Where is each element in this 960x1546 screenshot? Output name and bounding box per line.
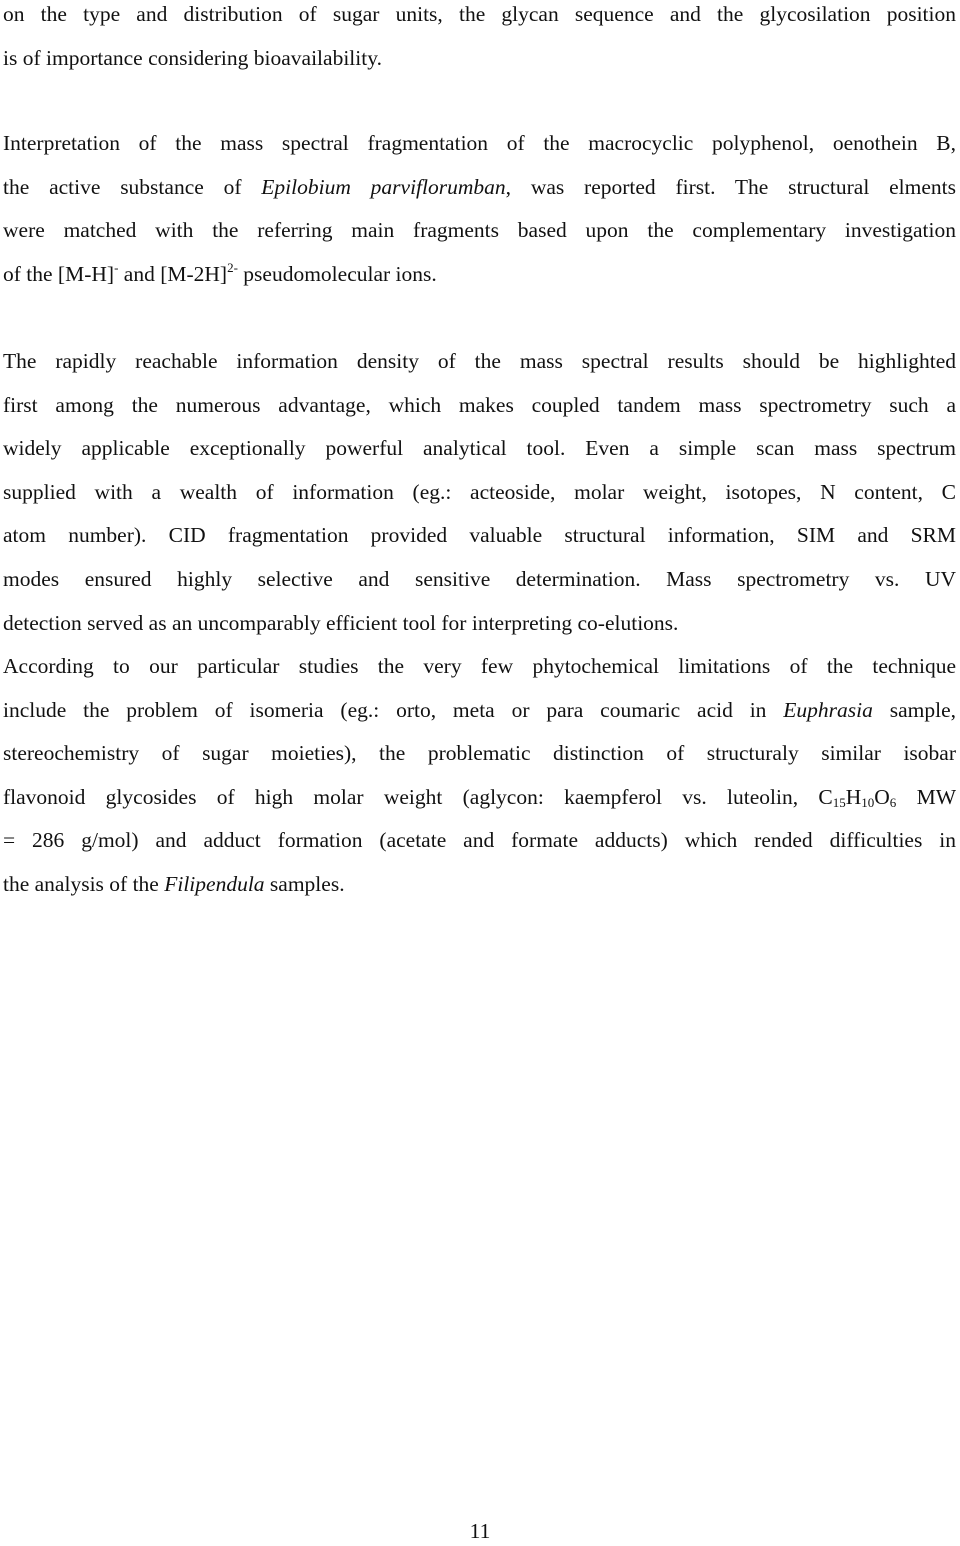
paragraph-mass-spectral-advantages (3, 340, 956, 645)
text-line: atom number). CID fragmentation provided valuable structural information, SIM and SRM (3, 523, 956, 548)
superscript: 2- (227, 259, 238, 275)
text-line: supplied with a wealth of information (eg.: acteoside, molar weight, isotopes, N content, C (3, 479, 956, 504)
text-run: flavonoid glycosides of high molar weight (aglycon: kaempferol vs. luteolin, C (3, 784, 833, 809)
text-line (3, 166, 956, 210)
text-line: first among the numerous advantage, which makes coupled tandem mass spectrometry such a (3, 392, 956, 417)
text-line: is of importance considering bioavailability. (3, 45, 382, 70)
text-line: detection served as an uncomparably efficient tool for interpreting co-elutions. (3, 610, 679, 635)
text-run: and [M-2H] (118, 261, 228, 286)
text-run: the analysis of the (3, 871, 165, 896)
text-line: modes ensured highly selective and sensitive determination. Mass spectrometry vs. UV (3, 566, 956, 591)
text-line (3, 776, 956, 820)
text-line (3, 253, 956, 297)
text-run: H (845, 784, 862, 809)
text-line: were matched with the referring main fragments based upon the complementary investigation (3, 218, 956, 243)
text-line: on the type and distribution of sugar units, the glycan sequence and the glycosilation position (3, 2, 956, 26)
text-run: of the [M-H] (3, 261, 115, 286)
text-line (3, 689, 956, 733)
text-run: the active substance of (3, 174, 262, 199)
text-line (3, 863, 956, 907)
superscript: - (114, 259, 119, 275)
species-name: Filipendula (164, 871, 265, 896)
text-line: Interpretation of the mass spectral fragmentation of the macrocyclic polyphenol, oenothein B, (3, 131, 956, 155)
text-line: According to our particular studies the very few phytochemical limitations of the technique (3, 654, 956, 678)
text-line: widely applicable exceptionally powerful analytical tool. Even a simple scan mass spectrum (3, 436, 956, 461)
paragraph-technique-limitations (3, 645, 956, 907)
subscript: 15 (832, 794, 846, 810)
paragraph-bioavailability-continuation (3, 0, 956, 80)
text-run: include the problem of isomeria (eg.: orto, meta or para coumaric acid in (3, 697, 784, 722)
species-name: Epilobium parviflorumban (261, 174, 506, 199)
text-run: samples. (264, 871, 345, 896)
text-run: MW (896, 784, 956, 809)
page-number: 11 (469, 1519, 491, 1543)
text-line: stereochemistry of sugar moieties), the problematic distinction of structuraly similar isobar (3, 741, 956, 766)
text-line: = 286 g/mol) and adduct formation (acetate and formate adducts) which rended difficulties in (3, 828, 956, 853)
species-name: Euphrasia (783, 697, 873, 722)
subscript: 6 (889, 794, 897, 810)
paragraph-oenothein-fragmentation (3, 122, 956, 296)
text-run: , was reported first. The structural elments (505, 174, 956, 199)
text-run: pseudomolecular ions. (237, 261, 437, 286)
subscript: 10 (861, 794, 875, 810)
text-run: O (874, 784, 890, 809)
text-run: sample, (872, 697, 957, 722)
text-line: The rapidly reachable information density of the mass spectral results should be highlighted (3, 349, 956, 373)
